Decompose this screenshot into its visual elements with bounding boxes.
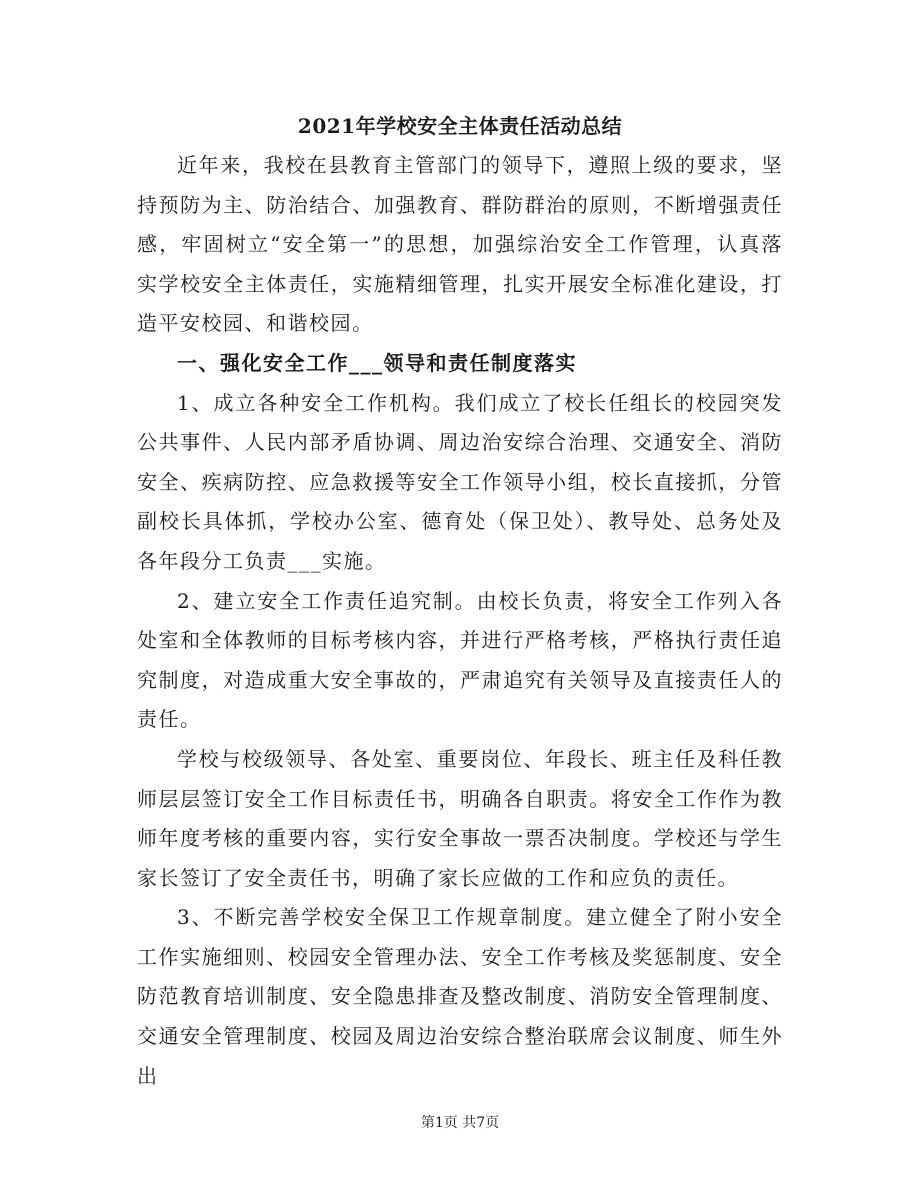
document-title: 2021年学校安全主体责任活动总结 <box>297 114 623 138</box>
page-number-footer: 第1页 共7页 <box>420 1115 500 1131</box>
section-heading-1: 一、强化安全工作___领导和责任制度落实 <box>177 350 577 375</box>
paragraph-item-1: 1、成立各种安全工作机构。我们成立了校长任组长的校园突发公共事件、人民内部矛盾协调、周边治安综合治理、交通安全、消防安全、疾病防控、应急救援等安全工作领导小组，校长直接抓，分管副校长具体抓，学校办公室、德育处（保卫处）、教导处、总务处及各年段分工负责___实施。 <box>137 390 783 573</box>
document-body <box>137 146 783 1096</box>
paragraph-item-3: 3、不断完善学校安全保卫工作规章制度。建立健全了附小安全工作实施细则、校园安全管理办法、安全工作考核及奖惩制度、安全防范教育培训制度、安全隐患排查及整改制度、消防安全管理制度、交通安全管理制度、校园及周边治安综合整治联席会议制度、师生外出 <box>137 905 783 1088</box>
paragraph-item-2: 2、建立安全工作责任追究制。由校长负责，将安全工作列入各处室和全体教师的目标考核内容，并进行严格考核，严格执行责任追究制度，对造成重大安全事故的，严肃追究有关领导及直接责任人的责任。 <box>137 588 783 732</box>
paragraph-responsibility: 学校与校级领导、各处室、重要岗位、年段长、班主任及科任教师层层签订安全工作目标责任书，明确各自职责。将安全工作作为教师年度考核的重要内容，实行安全事故一票否决制度。学校还与学生家长签订了安全责任书，明确了家长应做的工作和应负的责任。 <box>137 746 783 890</box>
paragraph-intro: 近年来，我校在县教育主管部门的领导下，遵照上级的要求，坚持预防为主、防治结合、加强教育、群防群治的原则，不断增强责任感，牢固树立“安全第一”的思想，加强综治安全工作管理，认真落实学校安全主体责任，实施精细管理，扎实开展安全标准化建设，打造平安校园、和谐校园。 <box>137 153 783 336</box>
